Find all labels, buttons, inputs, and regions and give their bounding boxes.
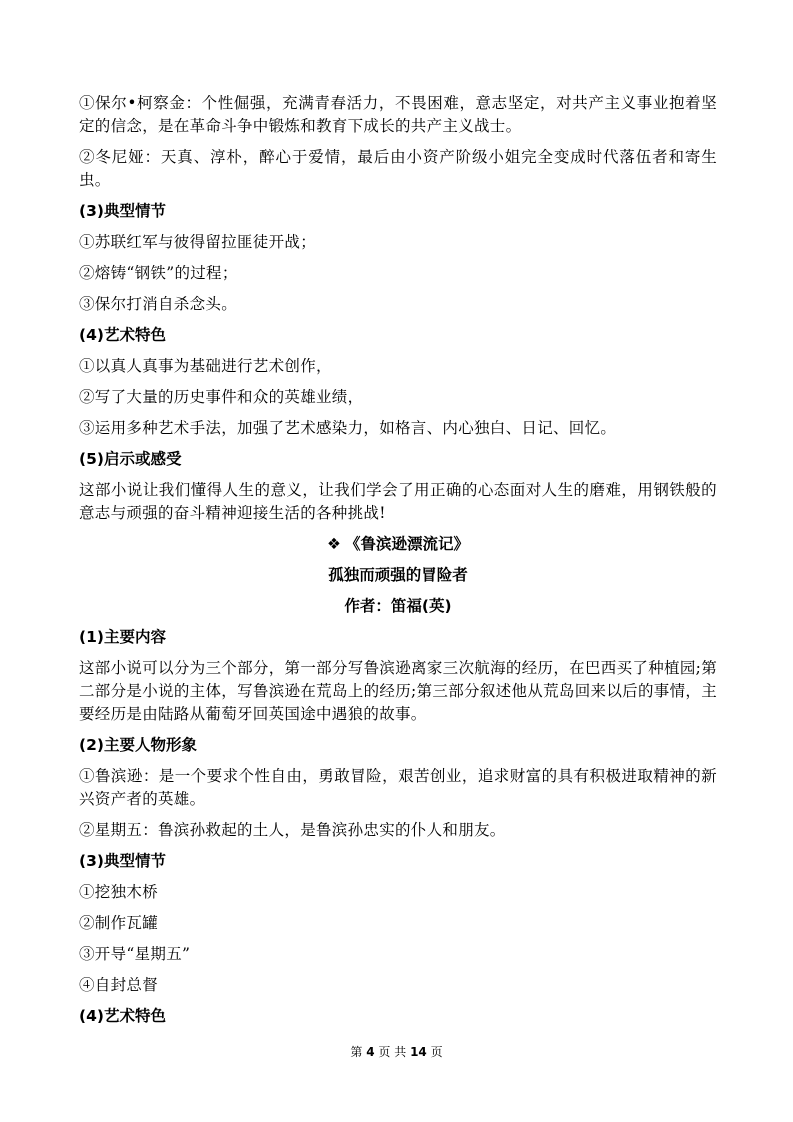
plot2-item-1: ①挖独木桥 xyxy=(79,883,159,901)
art-item-3: ③运用多种艺术手法，加强了艺术感染力，如格言、内心独白、日记、回忆。 xyxy=(79,419,617,437)
heading-summary: (1)主要内容 xyxy=(79,628,166,646)
insight-text: 这部小说让我们懂得人生的意义，让我们学会了用正确的心态面对人生的磨难，用钢铁般的意志与顽强的奋斗精神迎接生活的各种挑战! xyxy=(79,481,717,522)
heading-insight: (5)启示或感受 xyxy=(79,450,182,468)
book-subtitle: 孤独而顽强的冒险者 xyxy=(328,566,468,584)
book-title-text: 《鲁滨逊漂流记》 xyxy=(344,535,469,553)
character-crusoe: ①鲁滨逊：是一个要求个性自由，勇敢冒险，艰苦创业，追求财富的具有积极进取精神的新兴资产者的英雄。 xyxy=(79,767,717,808)
plot2-item-2: ②制作瓦罐 xyxy=(79,914,159,932)
footer-mid: 页 共 xyxy=(378,1045,407,1059)
heading-plot-2: (3)典型情节 xyxy=(79,852,166,870)
art-item-1: ①以真人真事为基础进行艺术创作， xyxy=(79,357,332,375)
heading-art: (4)艺术特色 xyxy=(79,326,166,344)
character-paul: ①保尔•柯察金：个性倔强，充满青春活力，不畏困难，意志坚定，对共产主义事业抱着坚定的信念，是在革命斗争中锻炼和教育下成长的共产主义战士。 xyxy=(79,94,717,135)
plot2-item-3: ③开导“星期五” xyxy=(79,945,191,963)
art-item-2: ②写了大量的历史事件和众的英雄业绩， xyxy=(79,388,364,406)
footer-page-number: 4 xyxy=(366,1045,375,1059)
heading-art-2: (4)艺术特色 xyxy=(79,1007,166,1025)
page-footer xyxy=(0,1043,793,1060)
heading-characters: (2)主要人物形象 xyxy=(79,736,197,754)
character-tonya: ②冬尼娅：天真、淳朴，醉心于爱情，最后由小资产阶级小姐完全变成时代落伍者和寄生虫。 xyxy=(79,148,717,189)
document-body xyxy=(79,92,717,1036)
plot-item-2: ②熔铸“钢铁”的过程； xyxy=(79,264,238,282)
footer-suffix: 页 xyxy=(430,1045,443,1059)
plot-item-3: ③保尔打消自杀念头。 xyxy=(79,295,238,313)
summary-text: 这部小说可以分为三个部分，第一部分写鲁滨逊离家三次航海的经历，在巴西买了种植园;第二部分是小说的主体，写鲁滨逊在荒岛上的经历;第三部分叙述他从荒岛回来以后的事情，主要经历是由陆路从葡萄牙回英国途中遇狼的故事。 xyxy=(79,659,717,723)
book-author: 作者：笛福(英) xyxy=(344,597,452,615)
footer-prefix: 第 xyxy=(350,1045,363,1059)
plot-item-1: ①苏联红军与彼得留拉匪徒开战； xyxy=(79,233,317,251)
character-friday: ②星期五：鲁滨孙救起的土人，是鲁滨孙忠实的仆人和朋友。 xyxy=(79,821,506,839)
heading-plot: (3)典型情节 xyxy=(79,202,166,220)
plot2-item-4: ④自封总督 xyxy=(79,976,159,994)
book-title xyxy=(79,533,717,556)
diamond-icon: ❖ xyxy=(327,535,341,553)
footer-total-pages: 14 xyxy=(410,1045,427,1059)
